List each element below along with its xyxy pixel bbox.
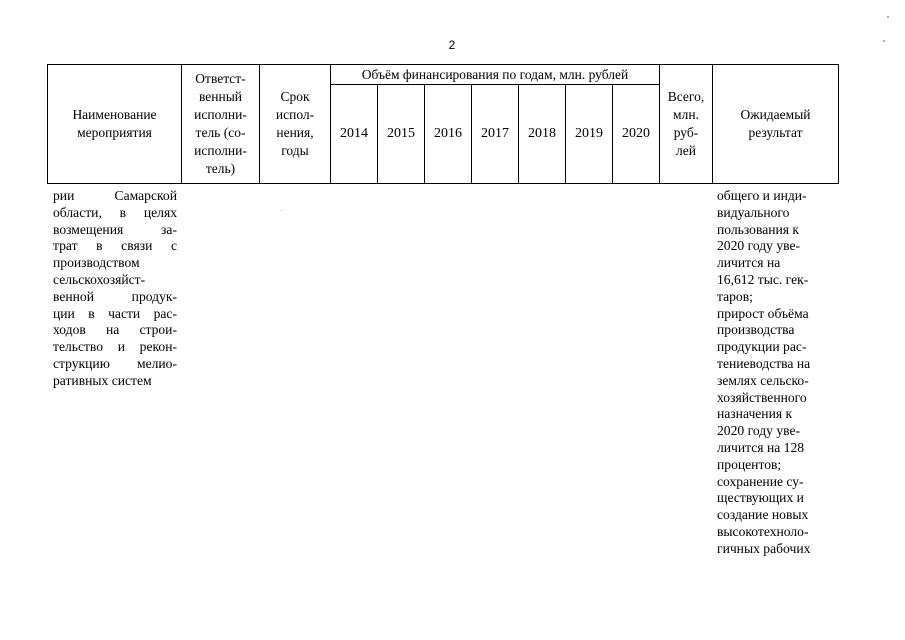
col-header-term-line-1: Срок	[280, 89, 310, 104]
measure-name-line: сельскохозяйст-	[53, 271, 146, 287]
measure-name-line: венной продук-	[53, 288, 177, 304]
expected-result-line: личится на 128	[717, 439, 805, 455]
scan-speck	[281, 210, 282, 211]
expected-result-line: 16,612 тыс. гек-	[717, 271, 809, 287]
col-header-executor-line-1: Ответст-	[195, 71, 246, 86]
col-header-term	[260, 65, 331, 184]
col-header-total	[660, 65, 713, 184]
col-header-year-2020: 2020	[613, 85, 660, 184]
col-header-total-line-2: млн.	[673, 107, 699, 122]
expected-result-line: прирост объёма	[717, 305, 809, 321]
expected-result-line: процентов;	[717, 456, 782, 472]
col-header-executor-line-3: исполни-	[194, 107, 247, 122]
expected-result-line: общего и инди-	[717, 188, 807, 203]
col-header-executor-line-5: исполни-	[194, 143, 247, 158]
col-header-executor-line-4: тель (со-	[195, 125, 246, 140]
col-header-total-line-1: Всего,	[667, 89, 705, 104]
col-header-name-line-1: Наименование	[72, 107, 157, 122]
col-header-result-line-2: результат	[748, 125, 803, 140]
col-header-executor	[182, 65, 260, 184]
col-header-year-2015: 2015	[378, 85, 425, 184]
page-number: 2	[448, 38, 456, 52]
col-header-executor-line-2: венный	[198, 89, 243, 104]
col-header-funding-group: Объём финансирования по годам, млн. рублей	[331, 65, 660, 85]
col-header-term-line-3: нения,	[276, 125, 314, 140]
col-header-result	[713, 65, 839, 184]
expected-result-line: тениеводства на	[717, 355, 811, 371]
expected-result-line: землях сельско-	[717, 372, 809, 388]
financing-table-header	[47, 64, 839, 184]
col-header-total-line-3: руб-	[673, 125, 699, 140]
col-header-name	[48, 65, 182, 184]
measure-name-line: трат в связи с	[53, 238, 177, 254]
col-header-year-2014: 2014	[331, 85, 378, 184]
measure-name-line: ративных систем	[53, 372, 152, 388]
measure-name-line: рии Самарской	[53, 188, 177, 203]
measure-name-line: производством	[53, 255, 140, 271]
expected-result-line: назначения к	[717, 406, 793, 422]
expected-result-text	[717, 188, 835, 558]
expected-result-line: сохранение су-	[717, 473, 804, 489]
expected-result-line: производства	[717, 322, 795, 338]
col-header-term-line-2: испол-	[275, 107, 315, 122]
measure-name-line: ходов на строи-	[53, 322, 177, 338]
measure-name-line: области, в целях	[53, 204, 177, 220]
col-header-year-2016: 2016	[425, 85, 472, 184]
col-header-name-line-2: мероприятия	[77, 125, 152, 140]
expected-result-line: таров;	[717, 288, 753, 304]
scan-speck	[887, 16, 889, 18]
expected-result-line: гичных рабочих	[717, 540, 811, 556]
measure-name-line: возмещения за-	[53, 221, 177, 237]
expected-result-line: ществующих и	[717, 490, 804, 506]
measure-name-text	[53, 188, 177, 390]
measure-name-line: тельство и рекон-	[53, 339, 177, 355]
scan-speck	[883, 40, 885, 42]
col-header-result-line-1: Ожидаемый	[740, 107, 811, 122]
col-header-year-2019: 2019	[566, 85, 613, 184]
expected-result-line: видуального	[717, 204, 790, 220]
expected-result-line: высокотехноло-	[717, 523, 809, 539]
expected-result-line: продукции рас-	[717, 339, 807, 355]
col-header-total-line-4: лей	[676, 143, 696, 158]
col-header-year-2018: 2018	[519, 85, 566, 184]
expected-result-line: 2020 году уве-	[717, 423, 801, 439]
expected-result-line: пользования к	[717, 221, 800, 237]
expected-result-line: создание новых	[717, 507, 809, 523]
expected-result-line: личится на	[717, 255, 781, 271]
measure-name-line: ции в части рас-	[53, 305, 177, 321]
col-header-term-line-4: годы	[281, 143, 309, 158]
expected-result-line: хозяйственного	[717, 389, 807, 405]
col-header-year-2017: 2017	[472, 85, 519, 184]
measure-name-line: струкцию мелио-	[53, 355, 177, 371]
expected-result-line: 2020 году уве-	[717, 238, 801, 254]
col-header-executor-line-6: тель)	[205, 161, 236, 176]
